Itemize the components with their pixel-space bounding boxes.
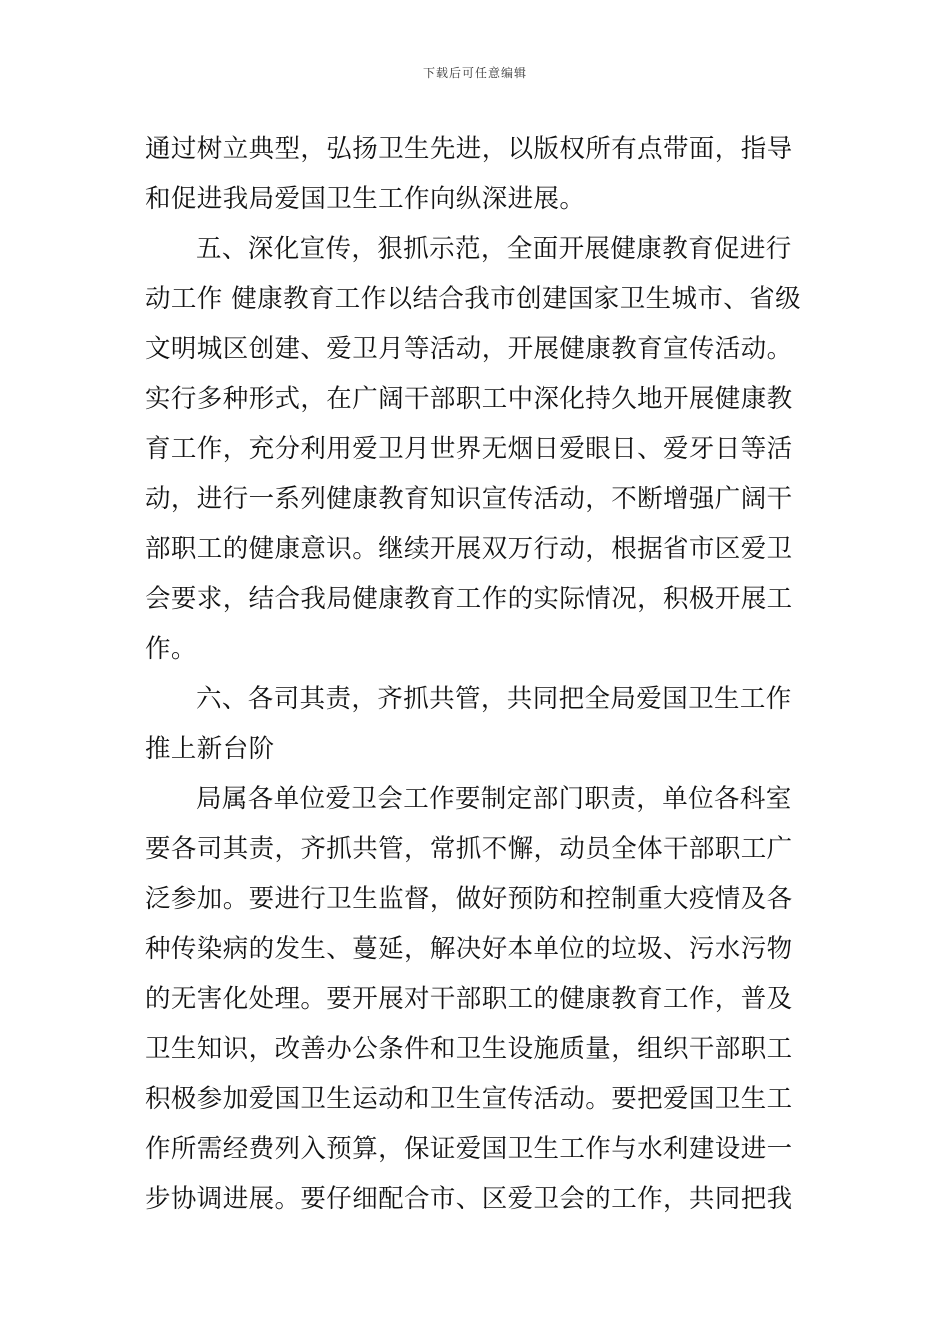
text-line: 育工作，充分利用爱卫月世界无烟日爱眼日、爱牙日等活 xyxy=(145,434,793,464)
text-line: 会要求，结合我局健康教育工作的实际情况，积极开展工 xyxy=(145,584,793,614)
text-line: 和促进我局爱国卫生工作向纵深进展。 xyxy=(145,184,586,214)
paragraph-start-line: 局属各单位爱卫会工作要制定部门职责，单位各科室 xyxy=(196,784,792,814)
text-line: 推上新台阶 xyxy=(145,734,275,764)
text-line: 的无害化处理。要开展对干部职工的健康教育工作，普及 xyxy=(145,984,793,1014)
section-heading-line: 六、各司其责，齐抓共管，共同把全局爱国卫生工作 xyxy=(196,684,792,714)
section-heading-line: 五、深化宣传，狠抓示范，全面开展健康教育促进行 xyxy=(196,234,792,264)
text-line: 积极参加爱国卫生运动和卫生宣传活动。要把爱国卫生工 xyxy=(145,1084,793,1114)
text-line: 动工作 健康教育工作以结合我市创建国家卫生城市、省级 xyxy=(145,284,802,314)
text-line: 步协调进展。要仔细配合市、区爱卫会的工作，共同把我 xyxy=(145,1184,793,1214)
text-line: 要各司其责，齐抓共管，常抓不懈，动员全体干部职工广 xyxy=(145,834,793,864)
text-line: 泛参加。要进行卫生监督，做好预防和控制重大疫情及各 xyxy=(145,884,793,914)
text-line: 作。 xyxy=(145,634,197,664)
text-line: 卫生知识，改善办公条件和卫生设施质量，组织干部职工 xyxy=(145,1034,793,1064)
text-line: 通过树立典型，弘扬卫生先进，以版权所有点带面，指导 xyxy=(145,134,793,164)
text-line: 实行多种形式，在广阔干部职工中深化持久地开展健康教 xyxy=(145,384,793,414)
text-line: 部职工的健康意识。继续开展双万行动，根据省市区爱卫 xyxy=(145,534,793,564)
text-line: 动，进行一系列健康教育知识宣传活动，不断增强广阔干 xyxy=(145,484,793,514)
text-line: 文明城区创建、爱卫月等活动，开展健康教育宣传活动。 xyxy=(145,334,793,364)
text-line: 种传染病的发生、蔓延，解决好本单位的垃圾、污水污物 xyxy=(145,934,793,964)
page-header: 下载后可任意编辑 xyxy=(422,66,527,80)
text-line: 作所需经费列入预算，保证爱国卫生工作与水利建设进一 xyxy=(145,1134,793,1164)
document-body xyxy=(145,124,805,1224)
